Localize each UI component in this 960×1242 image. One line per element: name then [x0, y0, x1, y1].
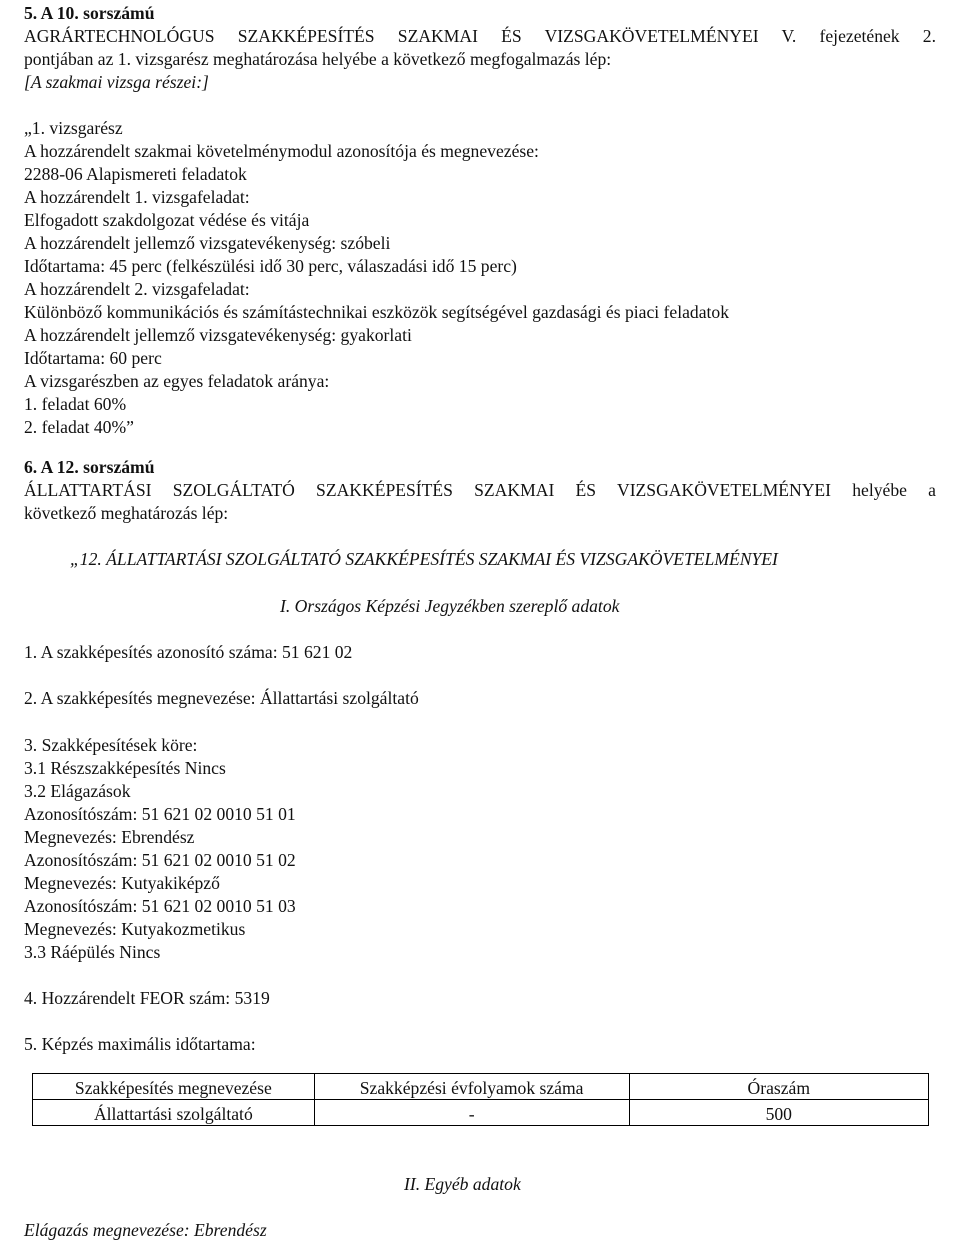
table-header-cell: Óraszám: [629, 1074, 928, 1100]
table-cell: Állattartási szolgáltató: [33, 1100, 315, 1126]
item-3-line: Azonosítószám: 51 621 02 0010 51 02: [24, 850, 296, 870]
item-3-line: Megnevezés: Kutyakiképző: [24, 873, 220, 893]
section-6-title-line: ÁLLATTARTÁSI SZOLGÁLTATÓ SZAKKÉPESÍTÉS SZAKMAI ÉS VIZSGAKÖVETELMÉNYEI helyébe a: [24, 480, 936, 500]
part-1-title: I. Országos Képzési Jegyzékben szereplő adatok: [280, 596, 620, 616]
table-cell: 500: [629, 1100, 928, 1126]
part-2-title: II. Egyéb adatok: [404, 1174, 521, 1194]
section-5-title-line: AGRÁRTECHNOLÓGUS SZAKKÉPESÍTÉS SZAKMAI ÉS VIZSGAKÖVETELMÉNYEI V. fejezetének 2.: [24, 26, 936, 46]
item-3-line: Megnevezés: Ebrendész: [24, 827, 195, 847]
paragraph-line: 2. feladat 40%”: [24, 417, 134, 437]
section-6-heading: 6. A 12. sorszámú: [24, 457, 155, 477]
item-3-line: 3.3 Ráépülés Nincs: [24, 942, 161, 962]
table-header-cell: Szakképesítés megnevezése: [33, 1074, 315, 1100]
paragraph-line: Időtartama: 45 perc (felkészülési idő 30 perc, válaszadási idő 15 perc): [24, 256, 517, 276]
paragraph-line: A hozzárendelt jellemző vizsgatevékenység: szóbeli: [24, 233, 391, 253]
paragraph-line: Elfogadott szakdolgozat védése és vitája: [24, 210, 310, 230]
document-title: „12. ÁLLATTARTÁSI SZOLGÁLTATÓ SZAKKÉPESÍTÉS SZAKMAI ÉS VIZSGAKÖVETELMÉNYEI: [70, 549, 778, 569]
item-3-line: 3.1 Részszakképesítés Nincs: [24, 758, 226, 778]
section-5-intro-line: pontjában az 1. vizsgarész meghatározása helyébe a következő megfogalmazás lép:: [24, 49, 612, 69]
paragraph-line: Különböző kommunikációs és számítástechnikai eszközök segítségével gazdasági és piaci feladatok: [24, 302, 729, 322]
training-duration-table: [32, 1073, 929, 1126]
paragraph-line: A vizsgarészben az egyes feladatok aránya:: [24, 371, 330, 391]
item-1: 1. A szakképesítés azonosító száma: 51 621 02: [24, 642, 353, 662]
item-3-line: Megnevezés: Kutyakozmetikus: [24, 919, 246, 939]
paragraph-line: 2288-06 Alapismereti feladatok: [24, 164, 247, 184]
item-3-line: 3.2 Elágazások: [24, 781, 131, 801]
item-2: 2. A szakképesítés megnevezése: Állattartási szolgáltató: [24, 688, 419, 708]
paragraph-line: A hozzárendelt szakmai követelménymodul azonosítója és megnevezése:: [24, 141, 539, 161]
table-header-row: [33, 1074, 929, 1100]
paragraph-line: „1. vizsgarész: [24, 118, 123, 138]
section-6-intro-line: következő meghatározás lép:: [24, 503, 229, 523]
section-5-heading: 5. A 10. sorszámú: [24, 3, 155, 23]
paragraph-line: 1. feladat 60%: [24, 394, 127, 414]
item-3-line: 3. Szakképesítések köre:: [24, 735, 198, 755]
paragraph-line: A hozzárendelt 1. vizsgafeladat:: [24, 187, 250, 207]
branch-title: Elágazás megnevezése: Ebrendész: [24, 1220, 267, 1240]
table-cell: -: [314, 1100, 629, 1126]
item-3-line: Azonosítószám: 51 621 02 0010 51 01: [24, 804, 296, 824]
paragraph-line: A hozzárendelt jellemző vizsgatevékenység: gyakorlati: [24, 325, 412, 345]
item-5: 5. Képzés maximális időtartama:: [24, 1034, 256, 1054]
table-header-cell: Szakképzési évfolyamok száma: [314, 1074, 629, 1100]
table-row: [33, 1100, 929, 1126]
paragraph-line: Időtartama: 60 perc: [24, 348, 162, 368]
item-3-line: Azonosítószám: 51 621 02 0010 51 03: [24, 896, 296, 916]
section-5-reference: [A szakmai vizsga részei:]: [24, 72, 209, 92]
item-4: 4. Hozzárendelt FEOR szám: 5319: [24, 988, 270, 1008]
paragraph-line: A hozzárendelt 2. vizsgafeladat:: [24, 279, 250, 299]
